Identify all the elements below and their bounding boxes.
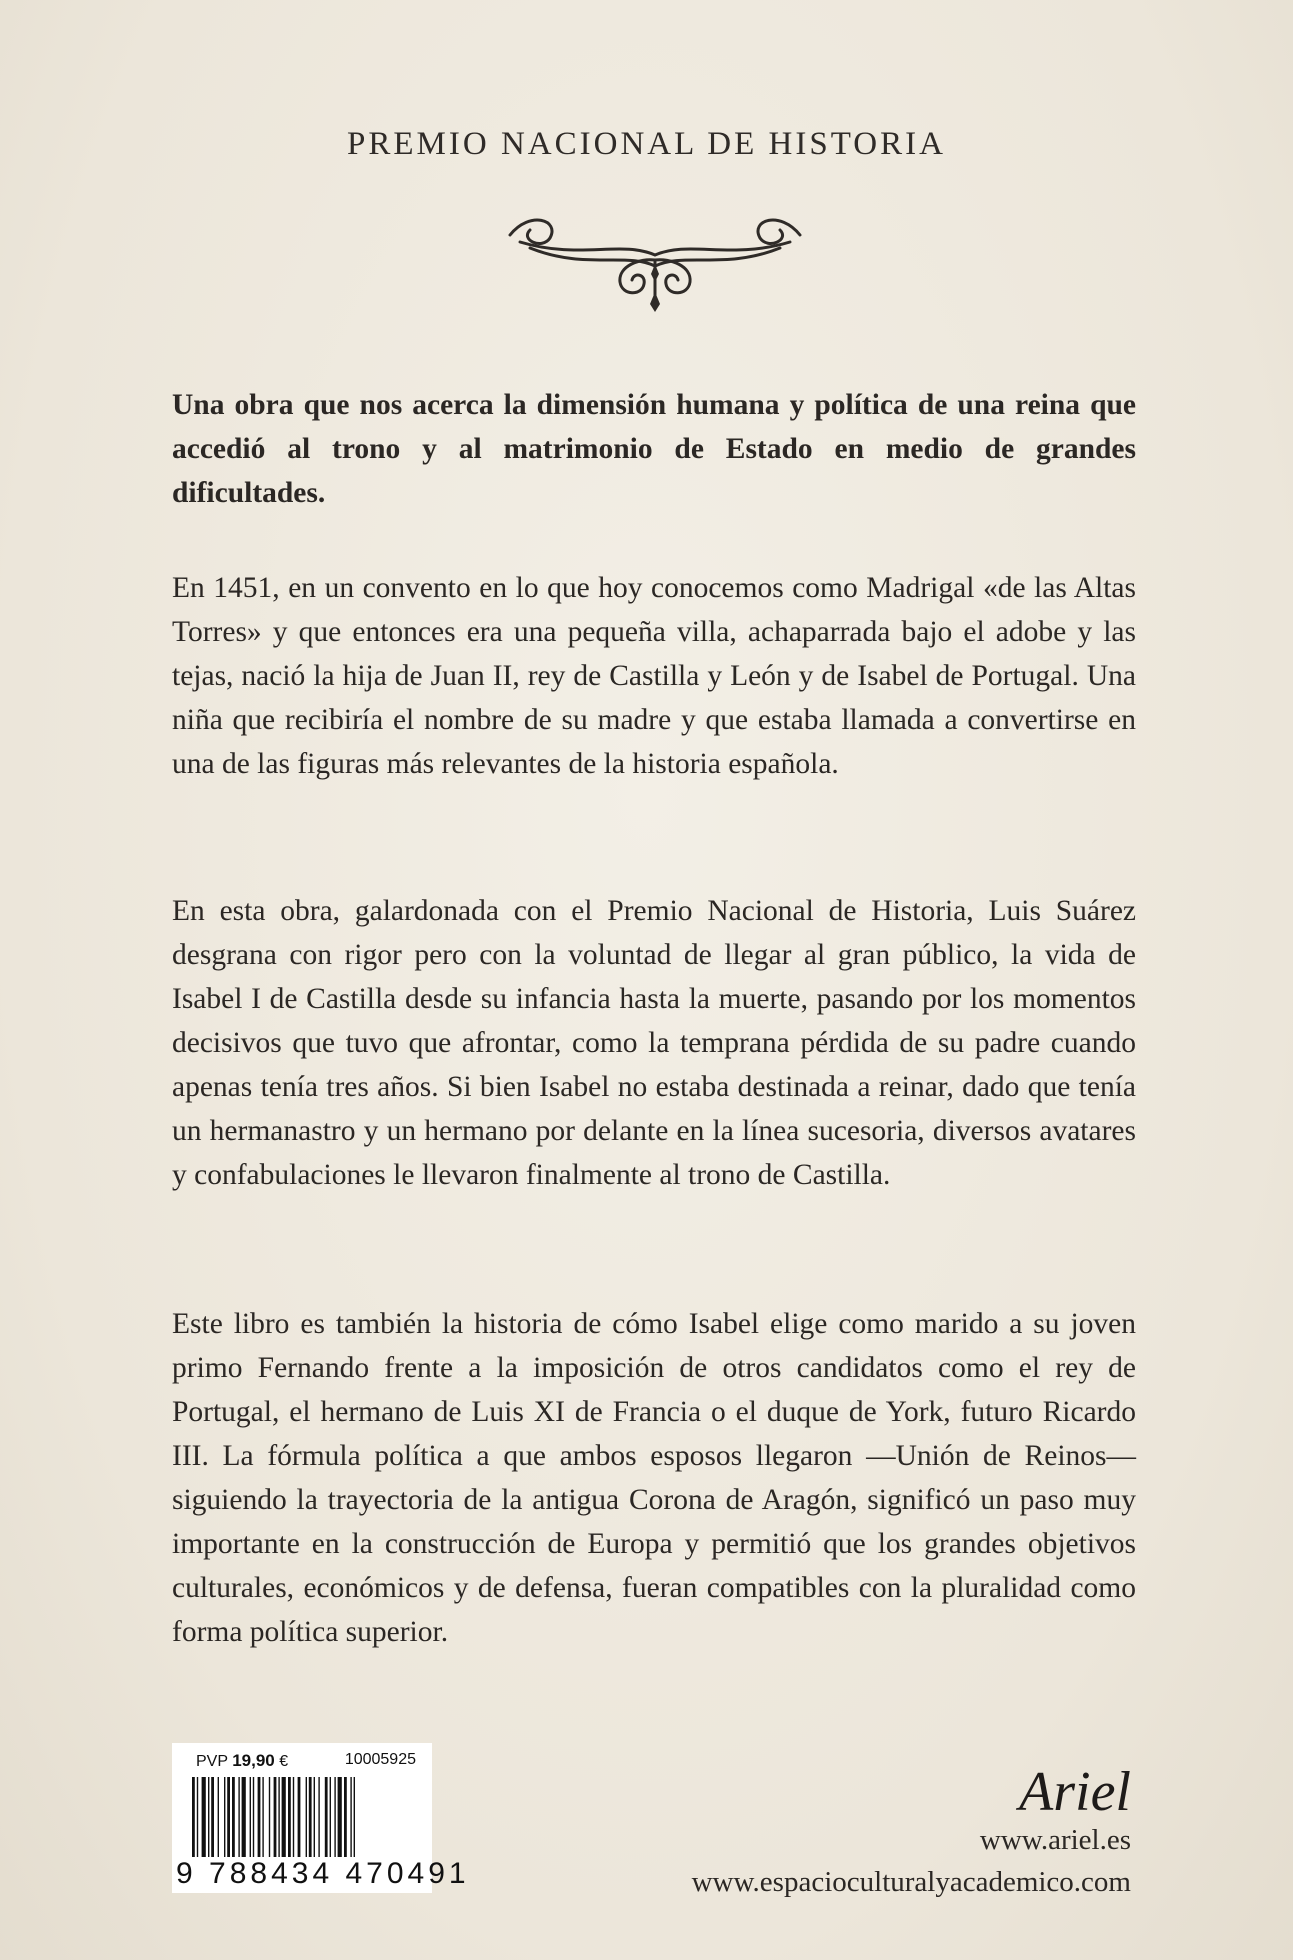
flourish-ornament-icon [490, 200, 820, 315]
barcode-label [172, 1743, 470, 1893]
award-heading: PREMIO NACIONAL DE HISTORIA [347, 126, 946, 162]
publisher-url[interactable]: www.ariel.es [979, 1824, 1131, 1856]
isbn-number: 9 788434 470491 [176, 1857, 470, 1890]
pvp-label: PVP [196, 1753, 228, 1770]
price-value: 19,90 [232, 1751, 275, 1770]
publisher-logo: Ariel [1019, 1761, 1131, 1823]
body-paragraph-1: En 1451, en un convento en lo que hoy conocemos como Madrigal «de las Altas Torres» y que entonces era una pequeña villa, achaparrada bajo el adobe y las tejas, nació la hija de Juan II, rey de Castilla y León y de Isabel de Portugal. Una niña que recibiría el nombre de su madre y que estaba llamada a convertirse en una de las figuras más relevantes de la historia española. [172, 572, 1136, 780]
product-code: 10005925 [344, 1751, 416, 1768]
price-line [196, 1751, 288, 1771]
currency-symbol: € [279, 1753, 289, 1770]
body-paragraph-3: Este libro es también la historia de cómo Isabel elige como marido a su joven primo Fernando frente a la imposición de otros candidatos como el rey de Portugal, el hermano de Luis XI de Francia o el duque de York, futuro Ricardo III. La fórmula política a que ambos esposos llegaron —Unión de Reinos— siguiendo la trayectoria de la antigua Corona de Aragón, significó un paso muy importante en la construcción de Europa y permitió que los grandes objetivos culturales, económicos y de defensa, fueran compatibles con la pluralidad como forma política superior. [172, 1308, 1136, 1648]
barcode-icon [192, 1777, 414, 1867]
publisher-url-secondary[interactable]: www.espacioculturalyacademico.com [691, 1866, 1131, 1898]
lead-paragraph: Una obra que nos acerca la dimensión humana y política de una reina que accedió al trono y al matrimonio de Estado en medio de grandes dificultades. [172, 389, 1136, 509]
body-paragraph-2: En esta obra, galardonada con el Premio Nacional de Historia, Luis Suárez desgrana con rigor pero con la voluntad de llegar al gran público, la vida de Isabel I de Castilla desde su infancia hasta la muerte, pasando por los momentos decisivos que tuvo que afrontar, como la temprana pérdida de su padre cuando apenas tenía tres años. Si bien Isabel no estaba destinada a reinar, dado que tenía un hermanastro y un hermano por delante en la línea sucesoria, diversos avatares y confabulaciones le llevaron finalmente al trono de Castilla. [172, 895, 1136, 1191]
